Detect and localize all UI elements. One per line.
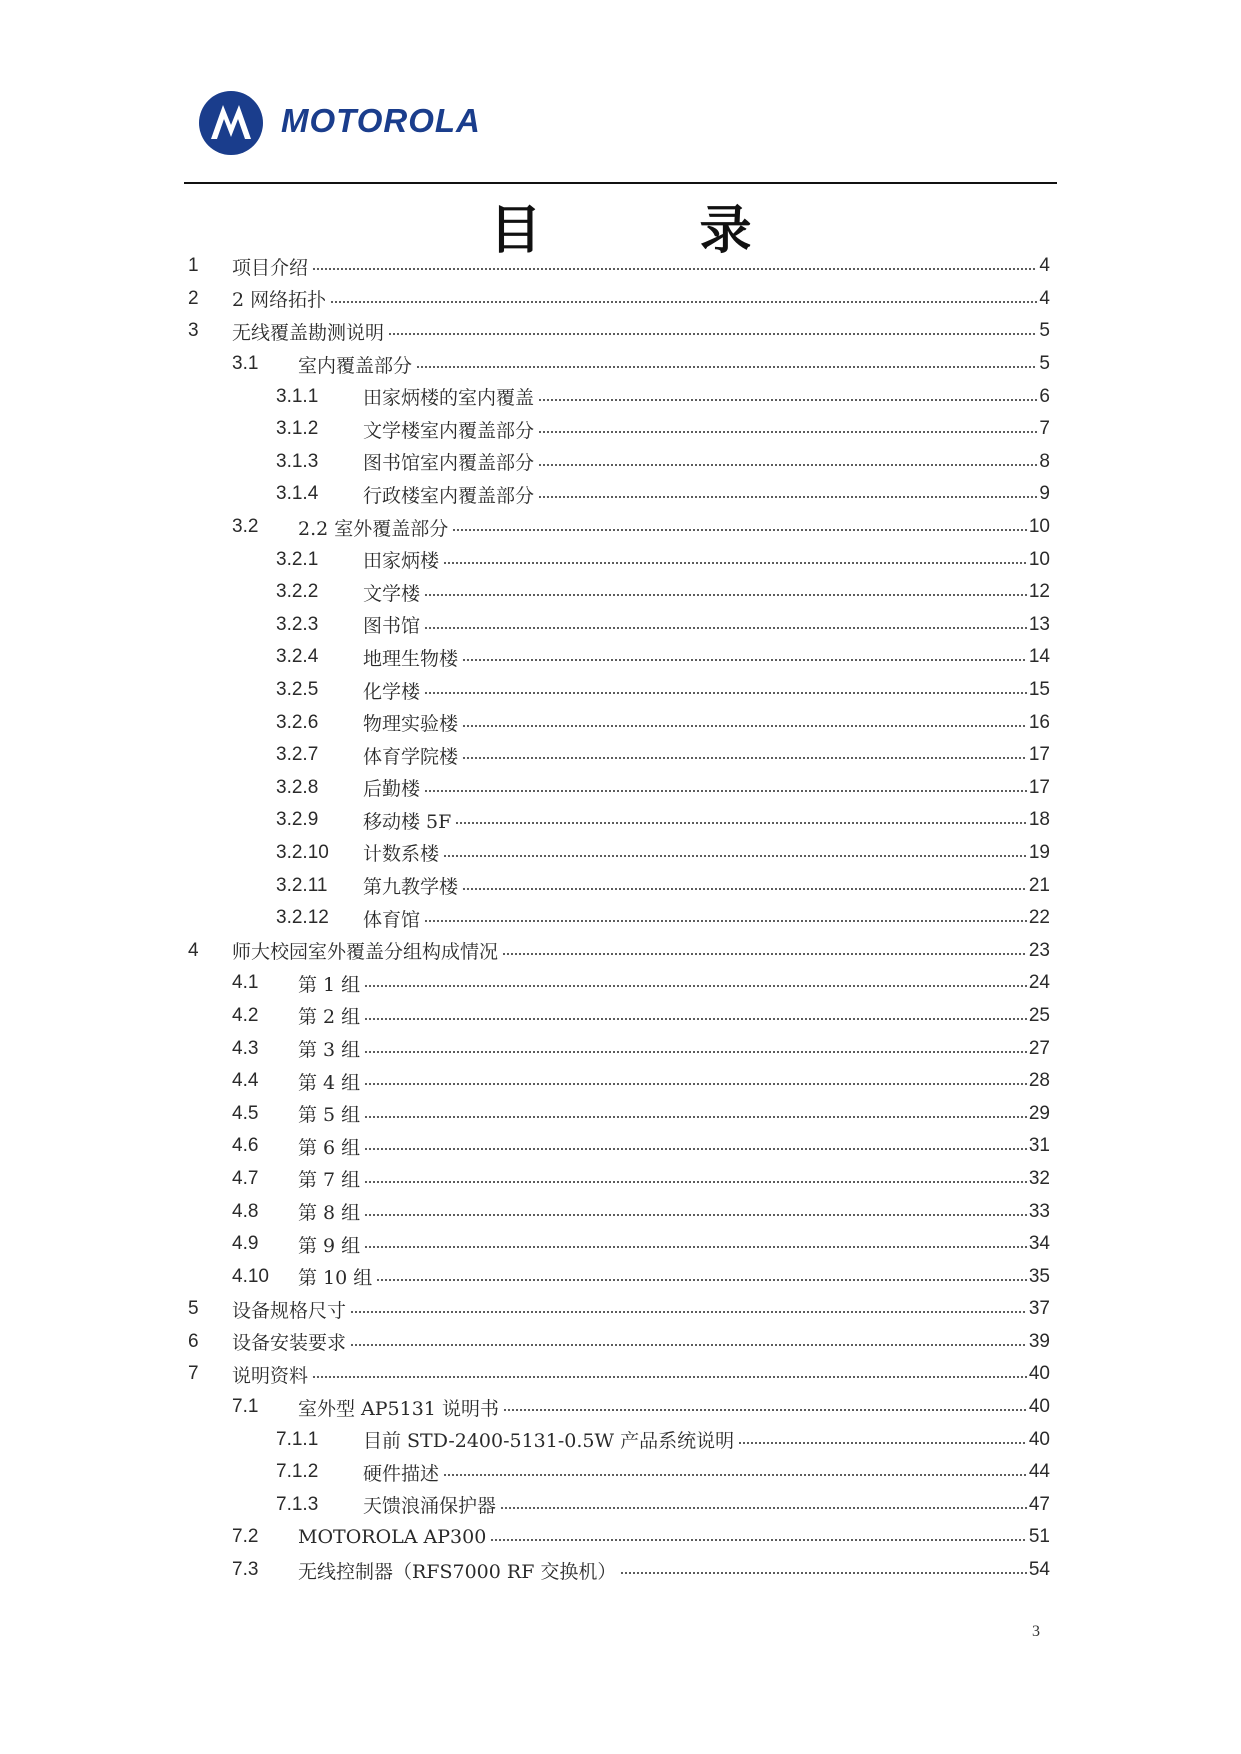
- toc-entry-body: [363, 478, 1050, 511]
- toc-entry-title: 图书馆: [363, 615, 421, 638]
- toc-entry-body: [298, 1391, 1050, 1424]
- toc-entry-title: 第 2 组: [298, 1006, 361, 1029]
- toc-entry-page: 4: [1039, 287, 1050, 309]
- dot-leader: [376, 1279, 1027, 1281]
- toc-entry-number: 3.2.12: [276, 907, 329, 929]
- toc-entry-body: [363, 674, 1050, 707]
- toc-entry[interactable]: [188, 511, 1050, 544]
- toc-entry[interactable]: [188, 1195, 1050, 1228]
- dot-leader: [350, 1311, 1027, 1313]
- toc-entry-body: [298, 1130, 1050, 1163]
- toc-entry-page: 47: [1028, 1493, 1050, 1515]
- toc-entry-number: 1: [188, 255, 199, 277]
- toc-entry[interactable]: [188, 772, 1050, 805]
- dot-leader: [490, 1539, 1027, 1541]
- toc-entry-title: 地理生物楼: [363, 647, 459, 670]
- toc-entry-body: [232, 1358, 1050, 1391]
- toc-entry-number: 3.2.8: [276, 776, 319, 798]
- toc-entry-title: 第 8 组: [298, 1202, 361, 1225]
- toc-entry-body: [298, 1032, 1050, 1065]
- dot-leader: [538, 431, 1037, 433]
- toc-entry-body: [363, 380, 1050, 413]
- toc-entry[interactable]: [188, 1130, 1050, 1163]
- toc-entry[interactable]: [188, 283, 1050, 316]
- toc-entry-title: 化学楼: [363, 680, 421, 703]
- toc-entry-number: 4: [188, 939, 199, 961]
- toc-entry-title: 说明资料: [232, 1364, 309, 1387]
- toc-entry-title: 第 4 组: [298, 1071, 361, 1094]
- toc-entry-page: 21: [1028, 874, 1050, 896]
- toc-entry-body: [232, 1326, 1050, 1359]
- toc-entry-body: [232, 250, 1050, 283]
- toc-entry[interactable]: [188, 576, 1050, 609]
- toc-entry-page: 39: [1028, 1330, 1050, 1352]
- toc-entry-title: 2.2 室外覆盖部分: [298, 517, 449, 540]
- toc-entry[interactable]: [188, 1326, 1050, 1359]
- toc-entry-number: 7: [188, 1363, 199, 1385]
- dot-leader: [388, 333, 1037, 335]
- toc-entry[interactable]: [188, 1456, 1050, 1489]
- toc-entry-title: 第 7 组: [298, 1169, 361, 1192]
- toc-entry-title: 目前 STD-2400-5131-0.5W 产品系统说明: [363, 1430, 735, 1453]
- toc-entry[interactable]: [188, 1554, 1050, 1587]
- toc-entry-number: 3.2.9: [276, 809, 319, 831]
- toc-entry-body: [298, 1521, 1050, 1554]
- page-title: 目 录: [489, 200, 822, 261]
- dot-leader: [738, 1442, 1027, 1444]
- toc-entry-title: 无线控制器（RFS7000 RF 交换机）: [298, 1560, 617, 1583]
- toc-entry[interactable]: [188, 902, 1050, 935]
- toc-entry-title: 无线覆盖勘测说明: [232, 321, 385, 344]
- toc-entry-body: [363, 706, 1050, 739]
- toc-entry-body: [363, 837, 1050, 870]
- toc-entry-title: 第 6 组: [298, 1136, 361, 1159]
- toc-entry-title: 图书馆室内覆盖部分: [363, 452, 535, 475]
- toc-entry-body: [298, 348, 1050, 381]
- dot-leader: [424, 692, 1027, 694]
- toc-entry-page: 54: [1028, 1559, 1050, 1581]
- toc-entry-title: 文学楼: [363, 582, 421, 605]
- toc-entry-body: [298, 1195, 1050, 1228]
- toc-entry-title: 体育学院楼: [363, 745, 459, 768]
- toc-entry-body: [363, 609, 1050, 642]
- dot-leader: [364, 1116, 1027, 1118]
- dot-leader: [312, 268, 1037, 270]
- toc-entry[interactable]: [188, 1489, 1050, 1522]
- toc-entry-title: 文学楼室内覆盖部分: [363, 419, 535, 442]
- dot-leader: [538, 496, 1037, 498]
- toc-entry-page: 37: [1028, 1298, 1050, 1320]
- toc-entry-page: 10: [1028, 516, 1050, 538]
- toc-entry-number: 7.3: [232, 1559, 259, 1581]
- toc-entry-number: 4.6: [232, 1135, 259, 1157]
- dot-leader: [443, 1474, 1027, 1476]
- toc-entry-page: 16: [1028, 711, 1050, 733]
- dot-leader: [416, 366, 1037, 368]
- toc-entry[interactable]: [188, 380, 1050, 413]
- dot-leader: [424, 790, 1027, 792]
- toc-entry-number: 3.1.4: [276, 483, 319, 505]
- toc-entry-page: 29: [1028, 1102, 1050, 1124]
- toc-entry-page: 5: [1039, 353, 1050, 375]
- toc-entry[interactable]: [188, 1358, 1050, 1391]
- toc-entry-page: 25: [1028, 1004, 1050, 1026]
- toc-entry-title: 第 1 组: [298, 973, 361, 996]
- toc-entry-page: 19: [1028, 841, 1050, 863]
- toc-entry-number: 4.7: [232, 1167, 259, 1189]
- toc-entry-page: 44: [1028, 1461, 1050, 1483]
- toc-entry-number: 4.9: [232, 1233, 259, 1255]
- dot-leader: [462, 725, 1027, 727]
- toc-entry-number: 4.3: [232, 1037, 259, 1059]
- dot-leader: [538, 464, 1037, 466]
- logo-wordmark: MOTOROLA: [281, 102, 481, 139]
- toc-entry-body: [232, 934, 1050, 967]
- toc-entry-page: 40: [1028, 1363, 1050, 1385]
- toc-entry[interactable]: [188, 1097, 1050, 1130]
- toc-entry-title: 物理实验楼: [363, 713, 459, 736]
- toc-entry-body: [298, 967, 1050, 1000]
- dot-leader: [452, 529, 1027, 531]
- dot-leader: [312, 1376, 1027, 1378]
- toc-entry-page: 31: [1028, 1135, 1050, 1157]
- toc-entry-body: [363, 772, 1050, 805]
- toc-entry-number: 7.1.2: [276, 1461, 319, 1483]
- toc-entry-page: 34: [1028, 1233, 1050, 1255]
- toc-entry[interactable]: [188, 250, 1050, 283]
- dot-leader: [364, 1246, 1027, 1248]
- toc-entry-number: 3.2.5: [276, 679, 319, 701]
- toc-entry-number: 3.2.2: [276, 581, 319, 603]
- dot-leader: [503, 1409, 1027, 1411]
- toc-entry-body: [298, 1228, 1050, 1261]
- toc-entry-number: 5: [188, 1298, 199, 1320]
- toc-entry-number: 3.1: [232, 353, 259, 375]
- toc-entry-page: 8: [1039, 450, 1050, 472]
- toc-entry-page: 35: [1028, 1265, 1050, 1287]
- toc-entry-title: 项目介绍: [232, 256, 309, 279]
- dot-leader: [443, 562, 1027, 564]
- toc-entry-body: [363, 543, 1050, 576]
- toc-entry[interactable]: [188, 413, 1050, 446]
- toc-entry-number: 2: [188, 287, 199, 309]
- dot-leader: [350, 1344, 1027, 1346]
- toc-entry-number: 3.2.10: [276, 841, 329, 863]
- toc-entry[interactable]: [188, 446, 1050, 479]
- page-number: 3: [1032, 1623, 1040, 1640]
- toc-entry-title: 第 3 组: [298, 1039, 361, 1062]
- toc-entry-title: 硬件描述: [363, 1462, 440, 1485]
- toc-entry-number: 3.2.11: [276, 874, 328, 896]
- toc-entry-number: 7.1.1: [276, 1428, 319, 1450]
- dot-leader: [424, 920, 1027, 922]
- toc-entry-body: [232, 1293, 1050, 1326]
- toc-entry[interactable]: [188, 837, 1050, 870]
- toc-entry-page: 27: [1028, 1037, 1050, 1059]
- toc-entry[interactable]: [188, 641, 1050, 674]
- dot-leader: [364, 1083, 1027, 1085]
- toc-entry-page: 12: [1028, 581, 1050, 603]
- toc-entry-number: 4.1: [232, 972, 259, 994]
- toc-entry[interactable]: [188, 1521, 1050, 1554]
- toc-entry-page: 40: [1028, 1428, 1050, 1450]
- toc-entry-body: [298, 1000, 1050, 1033]
- dot-leader: [620, 1572, 1026, 1574]
- toc-entry-number: 3: [188, 320, 199, 342]
- toc-entry-page: 10: [1028, 548, 1050, 570]
- table-of-contents: [188, 250, 1050, 1586]
- toc-entry-body: [363, 869, 1050, 902]
- dot-leader: [364, 1181, 1027, 1183]
- toc-entry-number: 7.1.3: [276, 1493, 319, 1515]
- toc-entry[interactable]: [188, 739, 1050, 772]
- dot-leader: [364, 1051, 1027, 1053]
- toc-entry-number: 4.10: [232, 1265, 269, 1287]
- toc-entry-page: 32: [1028, 1167, 1050, 1189]
- toc-entry-number: 4.2: [232, 1004, 259, 1026]
- dot-leader: [462, 888, 1027, 890]
- toc-entry-body: [363, 413, 1050, 446]
- toc-entry-title: 第 10 组: [298, 1267, 373, 1290]
- motorola-batwing-icon: [199, 91, 263, 155]
- toc-entry-body: [298, 1260, 1050, 1293]
- toc-entry-page: 24: [1028, 972, 1050, 994]
- toc-entry-body: [363, 576, 1050, 609]
- toc-entry-number: 4.4: [232, 1070, 259, 1092]
- toc-entry-body: [363, 1489, 1050, 1522]
- toc-entry[interactable]: [188, 1228, 1050, 1261]
- toc-entry-number: 3.2.4: [276, 646, 319, 668]
- dot-leader: [330, 301, 1037, 303]
- toc-entry-page: 17: [1028, 776, 1050, 798]
- dot-leader: [455, 822, 1027, 824]
- dot-leader: [502, 953, 1027, 955]
- toc-entry[interactable]: [188, 478, 1050, 511]
- toc-entry-title: 后勤楼: [363, 778, 421, 801]
- toc-entry[interactable]: [188, 1000, 1050, 1033]
- toc-entry-title: 体育馆: [363, 908, 421, 931]
- toc-entry-body: [232, 283, 1050, 316]
- toc-entry-body: [232, 315, 1050, 348]
- dot-leader: [364, 1018, 1027, 1020]
- toc-entry-body: [363, 902, 1050, 935]
- toc-entry-page: 4: [1039, 255, 1050, 277]
- toc-entry[interactable]: [188, 1163, 1050, 1196]
- toc-entry[interactable]: [188, 1032, 1050, 1065]
- toc-entry-title: 第 9 组: [298, 1234, 361, 1257]
- toc-entry-page: 18: [1028, 809, 1050, 831]
- dot-leader: [462, 757, 1027, 759]
- toc-entry-body: [363, 804, 1050, 837]
- toc-entry-number: 3.2: [232, 516, 259, 538]
- toc-entry-title: 第 5 组: [298, 1104, 361, 1127]
- toc-entry-number: 7.1: [232, 1396, 259, 1418]
- toc-entry-page: 51: [1028, 1526, 1050, 1548]
- toc-entry-number: 3.2.1: [276, 548, 319, 570]
- toc-entry-body: [363, 446, 1050, 479]
- toc-entry-body: [363, 1456, 1050, 1489]
- toc-entry-title: 设备安装要求: [232, 1332, 347, 1355]
- toc-entry-number: 3.1.2: [276, 418, 319, 440]
- toc-entry-page: 6: [1039, 385, 1050, 407]
- toc-entry-page: 14: [1028, 646, 1050, 668]
- toc-entry-title: 2 网络拓扑: [232, 289, 327, 312]
- toc-entry[interactable]: [188, 1260, 1050, 1293]
- toc-entry-page: 28: [1028, 1070, 1050, 1092]
- toc-entry-body: [363, 1423, 1050, 1456]
- toc-entry-number: 4.8: [232, 1200, 259, 1222]
- header-divider: [184, 182, 1057, 184]
- toc-entry-body: [298, 1097, 1050, 1130]
- dot-leader: [424, 627, 1027, 629]
- toc-entry-title: 第九教学楼: [363, 876, 459, 899]
- toc-entry-number: 3.2.3: [276, 613, 319, 635]
- toc-entry-title: 室外型 AP5131 说明书: [298, 1397, 499, 1420]
- dot-leader: [364, 1148, 1027, 1150]
- toc-entry-title: 移动楼 5F: [363, 810, 452, 833]
- toc-entry-page: 33: [1028, 1200, 1050, 1222]
- dot-leader: [364, 1214, 1027, 1216]
- toc-entry-page: 22: [1028, 907, 1050, 929]
- toc-entry-title: 设备规格尺寸: [232, 1299, 347, 1322]
- toc-entry[interactable]: [188, 1065, 1050, 1098]
- toc-entry-page: 7: [1039, 418, 1050, 440]
- toc-entry-body: [298, 511, 1050, 544]
- toc-entry-number: 3.2.6: [276, 711, 319, 733]
- toc-entry-page: 5: [1039, 320, 1050, 342]
- toc-entry-page: 15: [1028, 679, 1050, 701]
- toc-entry[interactable]: [188, 348, 1050, 381]
- toc-entry-page: 13: [1028, 613, 1050, 635]
- toc-entry[interactable]: [188, 1423, 1050, 1456]
- toc-entry-title: 室内覆盖部分: [298, 354, 413, 377]
- dot-leader: [462, 659, 1027, 661]
- toc-entry[interactable]: [188, 1391, 1050, 1424]
- toc-entry-body: [363, 641, 1050, 674]
- toc-entry-title: 田家炳楼: [363, 550, 440, 573]
- toc-entry-number: 6: [188, 1330, 199, 1352]
- toc-entry-number: 3.2.7: [276, 744, 319, 766]
- toc-entry-title: MOTOROLA AP300: [298, 1526, 487, 1549]
- toc-entry[interactable]: [188, 674, 1050, 707]
- toc-entry-title: 师大校园室外覆盖分组构成情况: [232, 941, 499, 964]
- toc-entry-title: 田家炳楼的室内覆盖: [363, 387, 535, 410]
- toc-entry-title: 天馈浪涌保护器: [363, 1495, 497, 1518]
- toc-entry-body: [298, 1163, 1050, 1196]
- toc-entry-number: 7.2: [232, 1526, 259, 1548]
- toc-entry-page: 23: [1028, 939, 1050, 961]
- dot-leader: [364, 985, 1027, 987]
- toc-entry[interactable]: [188, 967, 1050, 1000]
- toc-entry[interactable]: [188, 1293, 1050, 1326]
- dot-leader: [500, 1507, 1027, 1509]
- toc-entry-body: [298, 1554, 1050, 1587]
- toc-entry[interactable]: [188, 315, 1050, 348]
- toc-entry-number: 3.1.1: [276, 385, 319, 407]
- toc-entry-number: 4.5: [232, 1102, 259, 1124]
- toc-entry-title: 计数系楼: [363, 843, 440, 866]
- toc-entry[interactable]: [188, 609, 1050, 642]
- toc-entry[interactable]: [188, 869, 1050, 902]
- toc-entry[interactable]: [188, 804, 1050, 837]
- dot-leader: [538, 399, 1037, 401]
- toc-entry-number: 3.1.3: [276, 450, 319, 472]
- dot-leader: [443, 855, 1027, 857]
- dot-leader: [424, 594, 1027, 596]
- toc-entry-page: 9: [1039, 483, 1050, 505]
- toc-entry[interactable]: [188, 934, 1050, 967]
- toc-entry-page: 40: [1028, 1396, 1050, 1418]
- toc-entry-page: 17: [1028, 744, 1050, 766]
- toc-entry[interactable]: [188, 706, 1050, 739]
- toc-entry-title: 行政楼室内覆盖部分: [363, 484, 535, 507]
- toc-entry[interactable]: [188, 543, 1050, 576]
- toc-entry-body: [363, 739, 1050, 772]
- toc-entry-body: [298, 1065, 1050, 1098]
